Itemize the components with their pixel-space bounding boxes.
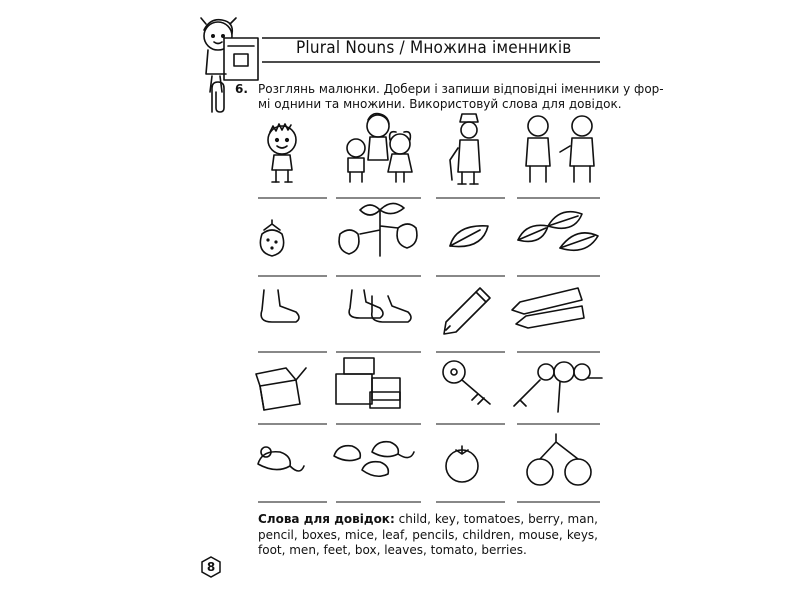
child-icon bbox=[268, 124, 296, 182]
children-icon bbox=[347, 114, 412, 182]
man-icon bbox=[450, 114, 480, 184]
task-number: 6. bbox=[235, 82, 248, 96]
girl-with-book-icon bbox=[201, 18, 258, 92]
word-bank bbox=[258, 512, 598, 559]
leaf-icon bbox=[450, 226, 488, 247]
men-icon bbox=[526, 116, 594, 182]
task-instruction-line-1: Розглянь малюнки. Добери і запиши відповідні іменники у фор- bbox=[258, 82, 664, 96]
boxes-icon bbox=[336, 358, 400, 408]
tomato-icon bbox=[446, 446, 478, 482]
feet-icon bbox=[349, 290, 411, 322]
paperclip-icon bbox=[212, 82, 224, 112]
leaves-icon bbox=[518, 212, 598, 251]
word-bank-label: Слова для довідок: bbox=[258, 512, 395, 526]
page-number: 8 bbox=[206, 560, 216, 574]
answer-lines bbox=[258, 198, 600, 502]
keys-icon bbox=[514, 362, 602, 412]
mouse-icon bbox=[258, 447, 304, 471]
mice-icon bbox=[334, 442, 414, 477]
tomatoes-icon bbox=[527, 434, 591, 485]
task-instruction-line-2: мі однини та множини. Використовуй слова для довідок. bbox=[258, 97, 622, 111]
foot-icon bbox=[261, 290, 299, 322]
pencil-icon bbox=[444, 288, 490, 334]
berry-icon bbox=[260, 220, 283, 256]
berries-icon bbox=[339, 203, 417, 256]
page-title: Plural Nouns / Множина іменників bbox=[296, 38, 572, 58]
key-icon bbox=[443, 361, 490, 404]
box-icon bbox=[256, 368, 306, 410]
pencils-icon bbox=[512, 288, 584, 328]
word-bank-words: child, key, tomatoes, berry, man, pencil, boxes, mice, leaf, pencils, children, mouse, keys, foot, men, feet, box, leaves, tomato, berries. bbox=[258, 512, 598, 557]
